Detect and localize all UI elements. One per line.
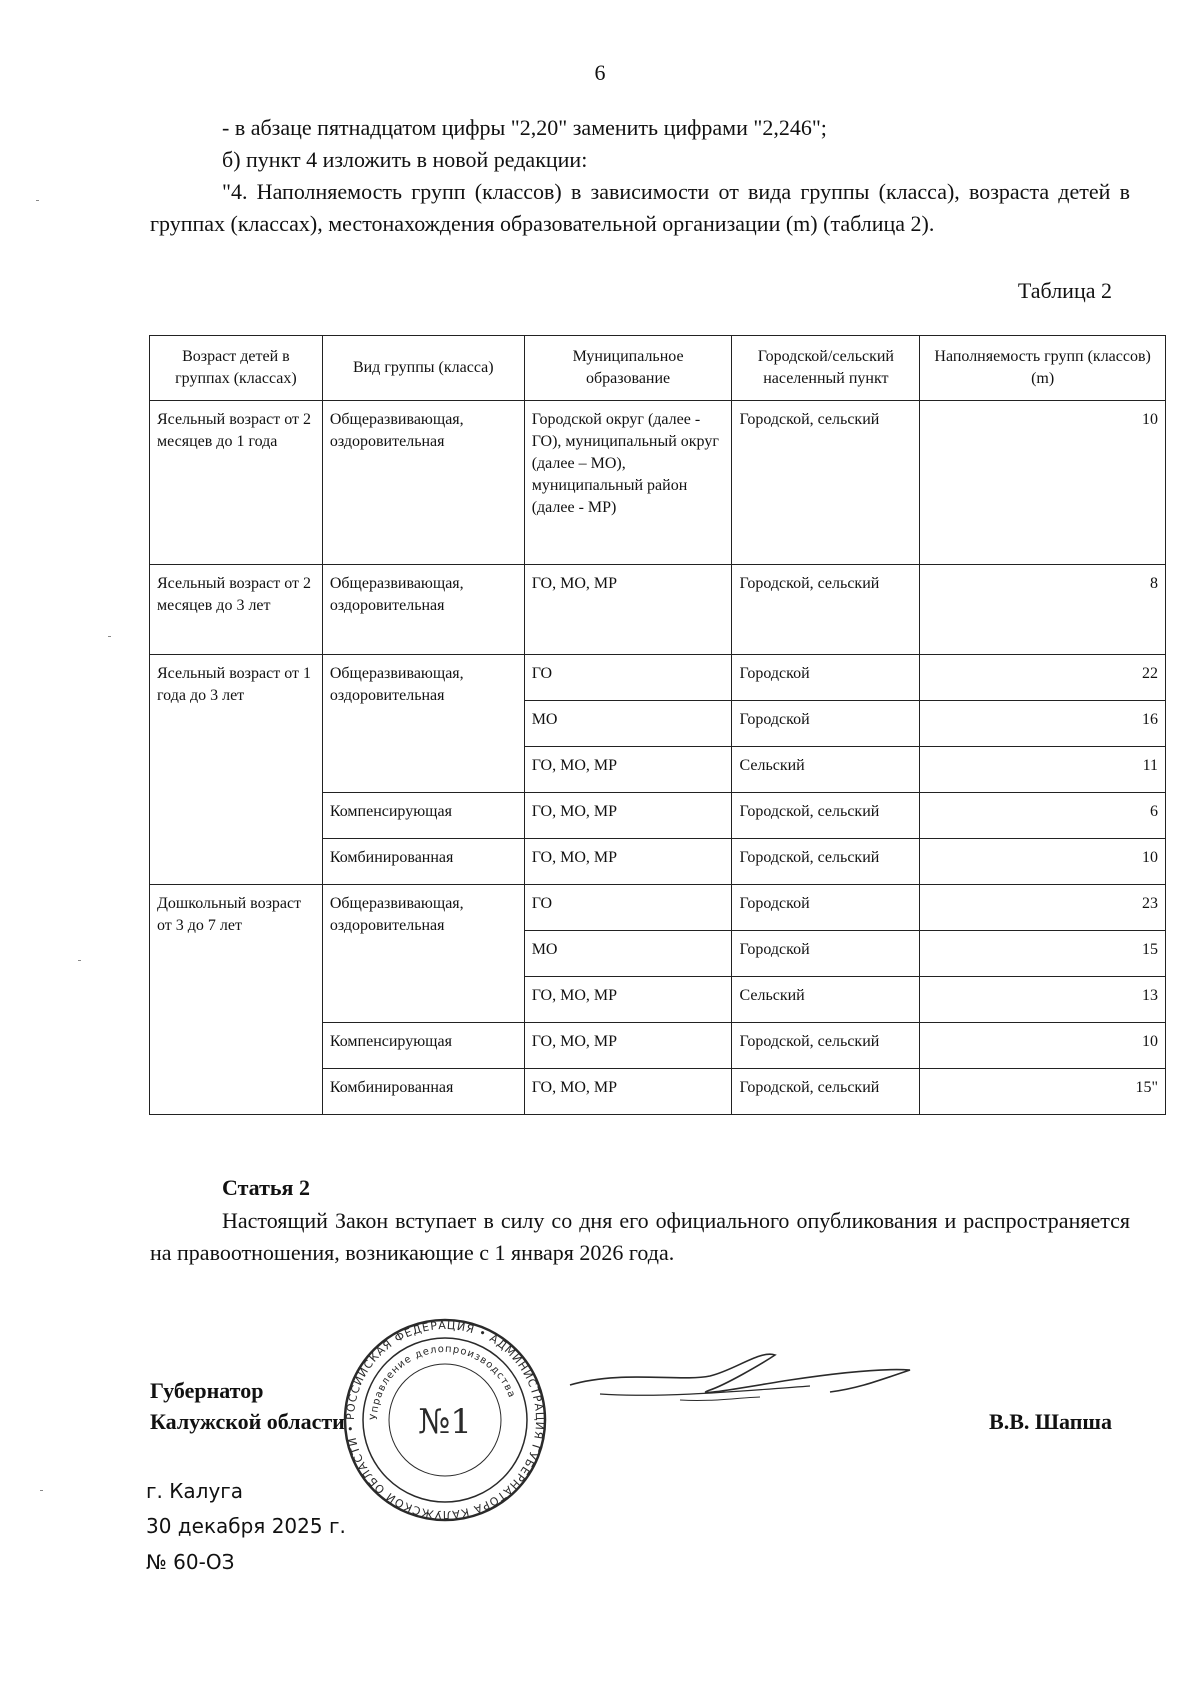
cell-age: Ясельный возраст от 2 месяцев до 3 лет xyxy=(150,565,323,655)
cell-group-type: Комбинированная xyxy=(322,1069,524,1115)
svg-text:РОССИЙСКАЯ ФЕДЕРАЦИЯ • АДМИНИС: РОССИЙСКАЯ ФЕДЕРАЦИЯ • АДМИНИСТРАЦИЯ ГУБЕРНАТОРА КАЛУЖСКОЙ ОБЛАСТИ • xyxy=(343,1318,547,1522)
cell-settlement: Городской xyxy=(732,885,920,931)
cell-settlement: Городской, сельский xyxy=(732,1069,920,1115)
cell-age: Ясельный возраст от 1 года до 3 лет xyxy=(150,655,323,885)
header-settlement: Городской/сельский населенный пункт xyxy=(732,336,920,401)
scan-speck xyxy=(108,636,111,637)
cell-group-type: Общеразвивающая, оздоровительная xyxy=(322,655,524,793)
cell-settlement: Городской, сельский xyxy=(732,793,920,839)
cell-group-type: Общеразвивающая, оздоровительная xyxy=(322,401,524,565)
cell-capacity: 15 xyxy=(920,931,1166,977)
cell-capacity: 10 xyxy=(920,1023,1166,1069)
cell-capacity: 13 xyxy=(920,977,1166,1023)
cell-group-type: Общеразвивающая, оздоровительная xyxy=(322,565,524,655)
handwritten-signature-icon xyxy=(560,1340,920,1420)
cell-municipality: ГО xyxy=(524,655,732,701)
cell-settlement: Городской, сельский xyxy=(732,839,920,885)
cell-municipality: ГО xyxy=(524,885,732,931)
cell-settlement: Городской, сельский xyxy=(732,401,920,565)
cell-group-type: Компенсирующая xyxy=(322,1023,524,1069)
svg-text:№1: №1 xyxy=(418,1402,472,1442)
cell-capacity: 11 xyxy=(920,747,1166,793)
article-title: Статья 2 xyxy=(222,1175,310,1200)
cell-settlement: Городской xyxy=(732,931,920,977)
table-row xyxy=(150,655,1166,701)
header-municipality: Муниципальное образование xyxy=(524,336,732,401)
cell-municipality: ГО, МО, МР xyxy=(524,1023,732,1069)
cell-capacity: 10 xyxy=(920,401,1166,565)
cell-municipality: МО xyxy=(524,931,732,977)
paragraph-item-b: б) пункт 4 изложить в новой редакции: xyxy=(222,147,588,172)
cell-settlement: Городской, сельский xyxy=(732,1023,920,1069)
cell-capacity: 8 xyxy=(920,565,1166,655)
cell-capacity: 6 xyxy=(920,793,1166,839)
cell-settlement: Городской xyxy=(732,701,920,747)
paragraph-item-4: "4. Наполняемость групп (классов) в зависимости от вида группы (класса), возраста детей в группах (классах), местонахождения образовательной организации (m) (таблица 2). xyxy=(150,179,1130,236)
cell-settlement: Сельский xyxy=(732,977,920,1023)
cell-municipality: Городской округ (далее - ГО), муниципальный округ (далее – МО), муниципальный район (далее - МР) xyxy=(524,401,732,565)
cell-municipality: ГО, МО, МР xyxy=(524,565,732,655)
table-row xyxy=(150,565,1166,655)
table-row xyxy=(150,885,1166,931)
cell-group-type: Общеразвивающая, оздоровительная xyxy=(322,885,524,1023)
signer-position-line2: Калужской области xyxy=(150,1409,345,1434)
cell-capacity: 10 xyxy=(920,839,1166,885)
capacity-table xyxy=(149,335,1166,1115)
cell-municipality: ГО, МО, МР xyxy=(524,793,732,839)
cell-capacity: 22 xyxy=(920,655,1166,701)
page-number: 6 xyxy=(594,60,606,85)
table-header-row xyxy=(150,336,1166,401)
scan-speck xyxy=(40,1490,43,1491)
svg-text:Управление делопроизводства: Управление делопроизводства xyxy=(368,1343,518,1421)
cell-municipality: ГО, МО, МР xyxy=(524,1069,732,1115)
cell-settlement: Городской xyxy=(732,655,920,701)
document-date: 30 декабря 2025 г. xyxy=(146,1514,346,1538)
cell-municipality: ГО, МО, МР xyxy=(524,839,732,885)
cell-municipality: ГО, МО, МР xyxy=(524,747,732,793)
cell-municipality: ГО, МО, МР xyxy=(524,977,732,1023)
header-group-type: Вид группы (класса) xyxy=(322,336,524,401)
cell-settlement: Сельский xyxy=(732,747,920,793)
article-text: Настоящий Закон вступает в силу со дня его официального опубликования и распространяется на правоотношения, возникающие с 1 января 2026 года. xyxy=(150,1208,1130,1265)
cell-settlement: Городской, сельский xyxy=(732,565,920,655)
cell-age: Ясельный возраст от 2 месяцев до 1 года xyxy=(150,401,323,565)
cell-capacity: 23 xyxy=(920,885,1166,931)
table-caption: Таблица 2 xyxy=(1017,278,1112,303)
scan-speck xyxy=(36,200,39,201)
table-row xyxy=(150,401,1166,565)
header-capacity: Наполняемость групп (классов) (m) xyxy=(920,336,1166,401)
signer-name: В.В. Шапша xyxy=(989,1409,1112,1434)
paragraph-amendment: - в абзаце пятнадцатом цифры "2,20" заменить цифрами "2,246"; xyxy=(222,115,827,140)
scan-speck xyxy=(78,960,81,961)
document-number: № 60-ОЗ xyxy=(146,1550,235,1574)
cell-capacity: 15" xyxy=(920,1069,1166,1115)
signer-position xyxy=(150,1375,345,1437)
cell-group-type: Компенсирующая xyxy=(322,793,524,839)
cell-age: Дошкольный возраст от 3 до 7 лет xyxy=(150,885,323,1115)
cell-capacity: 16 xyxy=(920,701,1166,747)
document-city: г. Калуга xyxy=(146,1479,244,1503)
cell-group-type: Комбинированная xyxy=(322,839,524,885)
cell-municipality: МО xyxy=(524,701,732,747)
official-seal-icon xyxy=(340,1315,550,1525)
signer-position-line1: Губернатор xyxy=(150,1378,264,1403)
header-age: Возраст детей в группах (классах) xyxy=(150,336,323,401)
